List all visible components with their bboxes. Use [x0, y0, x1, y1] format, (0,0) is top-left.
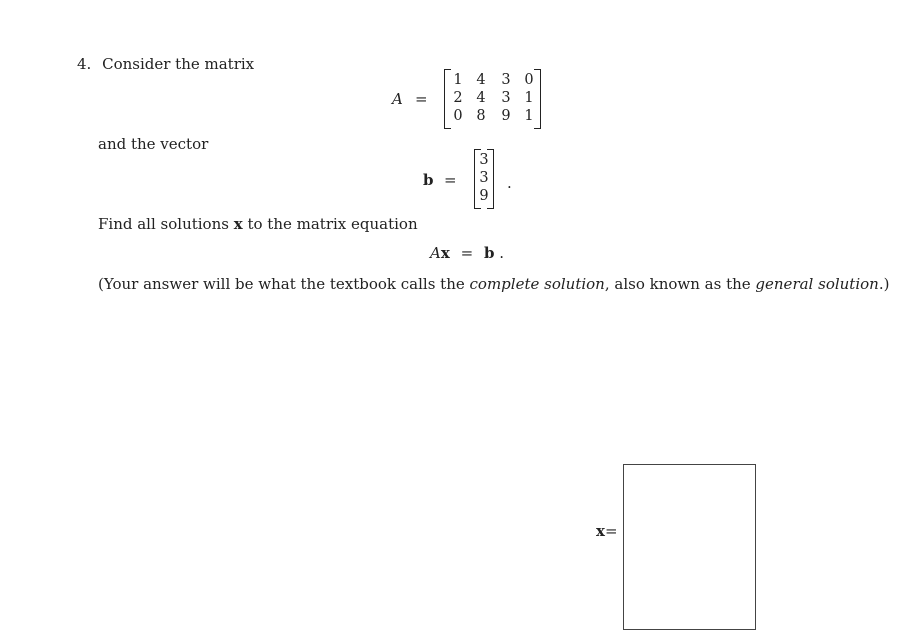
matrix-entry: 3 [501, 72, 511, 88]
note-text: (Your answer will be what the textbook calls the complete solution, also known as the general solution.) [98, 275, 890, 293]
vector-b-entries [476, 151, 492, 205]
matrix-entry: 4 [476, 90, 486, 106]
matrix-entry: 1 [453, 72, 463, 88]
find-var-x: x [233, 215, 243, 233]
intro-text: Consider the matrix [102, 55, 255, 73]
matrix-a-equals: = [415, 90, 428, 108]
matrix-a-entries [448, 71, 540, 125]
vector-b-label: b [423, 171, 434, 189]
vector-period: . [507, 174, 512, 192]
matrix-a [444, 69, 541, 129]
matrix-entry: 1 [524, 108, 534, 124]
problem-number: 4. [77, 55, 92, 73]
matrix-equation: Ax = b . [430, 244, 504, 262]
matrix-entry: 9 [501, 108, 511, 124]
vector-entry: 3 [479, 152, 489, 168]
vector-entry: 9 [479, 188, 489, 204]
vector-b [474, 149, 494, 209]
vector-entry: 3 [479, 170, 489, 186]
vector-intro-text: and the vector [98, 135, 209, 153]
matrix-entry: 1 [524, 90, 534, 106]
note-general-solution: general solution [755, 275, 879, 293]
matrix-entry: 3 [501, 90, 511, 106]
matrix-entry: 0 [453, 108, 463, 124]
vector-b-equals: = [444, 171, 457, 189]
problem-header [77, 55, 254, 73]
answer-input-box[interactable] [623, 464, 756, 630]
note-complete-solution: complete solution [469, 275, 605, 293]
matrix-entry: 8 [476, 108, 486, 124]
find-text: Find all solutions x to the matrix equation [98, 215, 418, 233]
matrix-entry: 0 [524, 72, 534, 88]
answer-value [624, 465, 755, 473]
matrix-entry: 4 [476, 72, 486, 88]
matrix-entry: 2 [453, 90, 463, 106]
answer-label: x= [596, 522, 618, 540]
matrix-a-label: A [392, 90, 403, 108]
